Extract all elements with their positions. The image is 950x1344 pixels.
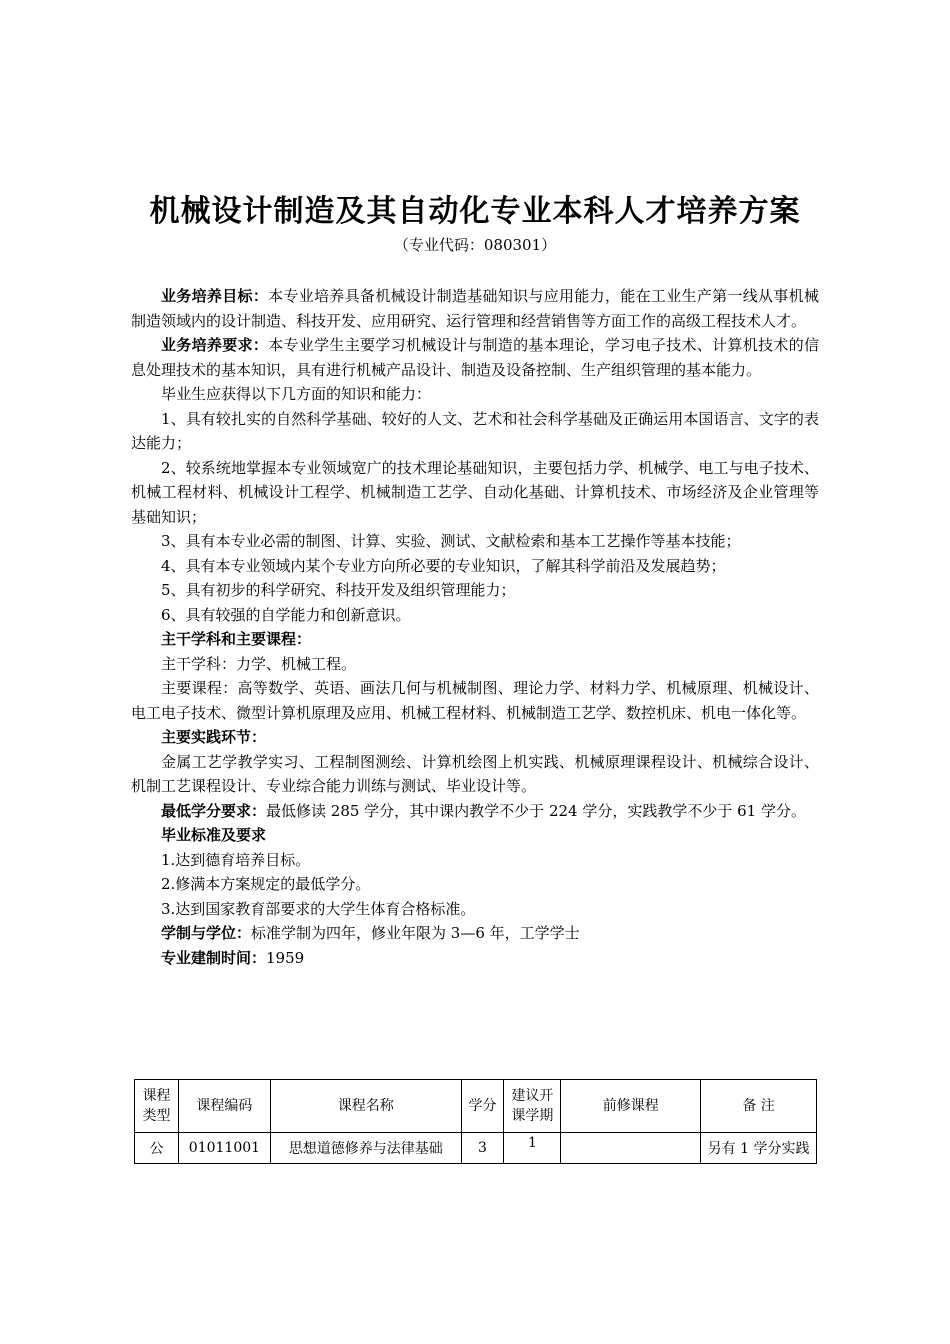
header-credits: 学分 [461,1080,504,1133]
cell-credits: 3 [461,1133,504,1164]
major-code: （专业代码：080301） [393,236,557,254]
established-label: 专业建制时间： [161,948,267,967]
practice-text: 金属工艺学教学实习、工程制图测绘、计算机绘图上机实践、机械原理课程设计、机械综合设计、机制工艺课程设计、专业综合能力训练与测试、毕业设计等。 [131,752,819,795]
minimum-credits [131,799,819,824]
main-discipline: 主干学科：力学、机械工程。 [161,654,357,673]
header-remarks: 备 注 [701,1080,817,1133]
cell-prerequisite [561,1133,701,1164]
graduation-item: 3.达到国家教育部要求的大学生体育合格标准。 [161,899,476,918]
cell-course-name: 思想道德修养与法律基础 [270,1133,461,1164]
header-course-type: 课程类型 [135,1080,179,1133]
graduation-heading: 毕业标准及要求 [161,826,267,844]
minimum-credits-label: 最低学分要求： [161,801,267,820]
graduation-item: 1.达到德育培养目标。 [161,850,311,869]
disciplines-heading: 主干学科和主要课程： [161,630,312,648]
minimum-credits-text: 最低修读 285 学分，其中课内教学不少于 224 学分，实践教学不少于 61 学分。 [266,801,806,820]
ability-item: 5、具有初步的科学研究、科技开发及组织管理能力； [161,581,516,599]
ability-item: 3、具有本专业必需的制图、计算、实验、测试、文献检索和基本工艺操作等基本技能； [161,532,741,550]
course-table [134,1079,817,1164]
header-prerequisite: 前修课程 [561,1080,701,1133]
page-title: 机械设计制造及其自动化专业本科人才培养方案 [149,194,801,229]
training-requirement-text: 本专业学生主要学习机械设计与制造的基本理论，学习电子技术、计算机技术的信息处理技术的基本知识，具有进行机械产品设计、制造及设备控制、生产组织管理的基本能力。 [131,336,819,379]
training-requirement-label: 业务培养要求： [161,336,269,354]
degree-label: 学制与学位： [161,924,252,942]
header-semester: 建议开课学期 [504,1080,561,1133]
ability-item: 4、具有本专业领域内某个专业方向所必要的专业知识，了解其科学前沿及发展趋势； [161,556,726,575]
table-header-row [135,1080,817,1133]
training-goal-label: 业务培养目标： [161,287,269,305]
graduation-item: 2.修满本方案规定的最低学分。 [161,875,371,893]
cell-course-code: 01011001 [178,1133,270,1164]
cell-remarks: 另有 1 学分实践 [701,1133,817,1164]
main-courses: 主要课程：高等数学、英语、画法几何与机械制图、理论力学、材料力学、机械原理、机械设计、电工电子技术、微型计算机原理及应用、机械工程材料、机械制造工艺学、数控机床、机电一体化等。 [131,679,819,722]
ability-item: 1、具有较扎实的自然科学基础、较好的人文、艺术和社会科学基础及正确运用本国语言、文字的表达能力； [131,409,819,452]
training-goal [131,284,819,333]
training-goal-text: 本专业培养具备机械设计制造基础知识与应用能力，能在工业生产第一线从事机械制造领域内的设计制造、科技开发、应用研究、运行管理和经营销售等方面工作的高级工程技术人才。 [131,287,819,330]
cell-course-type: 公 [135,1133,179,1164]
degree-info [131,921,819,946]
degree-text: 标准学制为四年，修业年限为 3—6 年，工学学士 [251,924,580,942]
established-info [131,946,819,971]
cell-semester: 1 [504,1133,561,1164]
training-requirement [131,333,819,382]
abilities-intro: 毕业生应获得以下几方面的知识和能力： [161,385,432,403]
header-course-name: 课程名称 [270,1080,461,1133]
header-course-code: 课程编码 [178,1080,270,1133]
ability-item: 2、较系统地掌握本专业领域宽广的技术理论基础知识，主要包括力学、机械学、电工与电子技术、机械工程材料、机械设计工程学、机械制造工艺学、自动化基础、计算机技术、市场经济及企业管理等基础知识； [131,458,819,526]
ability-item: 6、具有较强的自学能力和创新意识。 [161,605,411,624]
table-row [135,1133,817,1164]
practice-heading: 主要实践环节： [161,728,267,746]
established-year: 1959 [266,948,305,967]
document-body [131,284,819,970]
